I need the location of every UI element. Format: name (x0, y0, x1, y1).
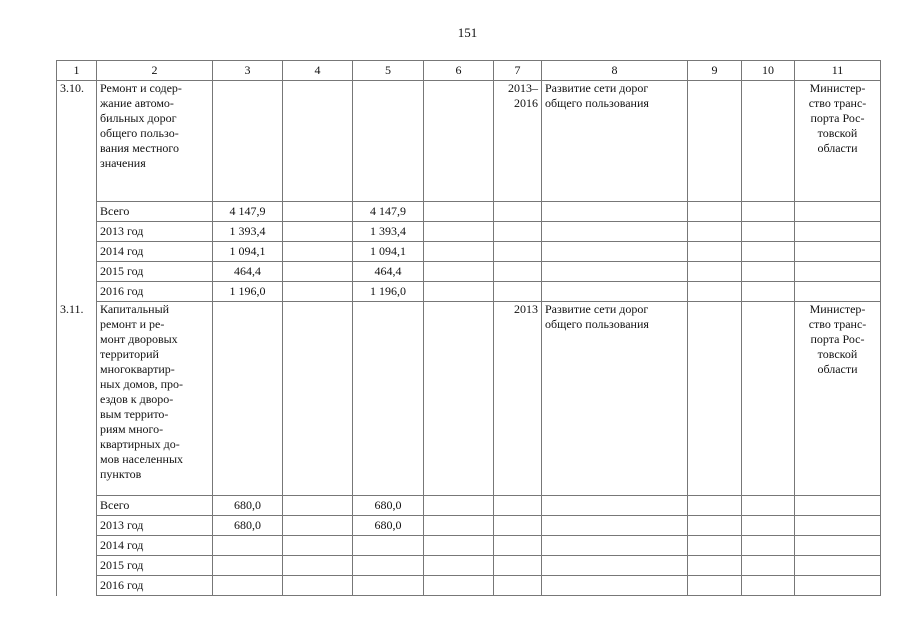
row-label: 2013 год (97, 516, 213, 536)
item-name: Капитальный ремонт и ре- монт дворовых территорий многоквартир- ных домов, про- ездов к дворо- вым террито- риям много- квартирных до- мов населенных пунктов (97, 302, 213, 496)
row-label: 2016 год (97, 282, 213, 302)
col-header: 10 (742, 61, 795, 81)
cell (742, 81, 795, 202)
item-executor: Министер- ство транс- порта Рос- товской области (795, 302, 881, 496)
value-cell: 1 393,4 (213, 222, 283, 242)
col-header: 3 (213, 61, 283, 81)
value-cell: 4 147,9 (353, 202, 424, 222)
row-label: 2015 год (97, 556, 213, 576)
table-row (57, 556, 881, 576)
value-cell: 1 094,1 (213, 242, 283, 262)
value-cell: 680,0 (353, 496, 424, 516)
row-label: Всего (97, 496, 213, 516)
table-row (57, 81, 881, 202)
cell (283, 302, 353, 496)
table-row (57, 262, 881, 282)
col-header: 4 (283, 61, 353, 81)
col-header: 6 (424, 61, 494, 81)
cell (283, 81, 353, 202)
value-cell: 680,0 (353, 516, 424, 536)
program-table (56, 60, 881, 596)
value-cell (353, 556, 424, 576)
table-row (57, 496, 881, 516)
row-label: Всего (97, 202, 213, 222)
cell (742, 302, 795, 496)
value-cell: 1 196,0 (353, 282, 424, 302)
row-label: 2016 год (97, 576, 213, 596)
item-indicator: Развитие сети дорог общего пользования (542, 81, 688, 202)
cell (688, 81, 742, 202)
row-label: 2013 год (97, 222, 213, 242)
cell (688, 302, 742, 496)
col-header: 7 (494, 61, 542, 81)
value-cell: 464,4 (353, 262, 424, 282)
table-row (57, 202, 881, 222)
item-name: Ремонт и содер- жание автомо- бильных дорог общего пользо- вания местного значения (97, 81, 213, 202)
col-header: 1 (57, 61, 97, 81)
cell (213, 302, 283, 496)
value-cell (353, 576, 424, 596)
table-row (57, 302, 881, 496)
row-label: 2014 год (97, 242, 213, 262)
value-cell: 680,0 (213, 516, 283, 536)
page-number: 151 (457, 25, 478, 40)
item-indicator: Развитие сети дорог общего пользования (542, 302, 688, 496)
value-cell (213, 576, 283, 596)
item-years: 2013– 2016 (494, 81, 542, 202)
value-cell: 1 196,0 (213, 282, 283, 302)
value-cell: 680,0 (213, 496, 283, 516)
col-header: 8 (542, 61, 688, 81)
value-cell (213, 536, 283, 556)
table-row (57, 242, 881, 262)
value-cell (213, 556, 283, 576)
cell (424, 302, 494, 496)
header-row (57, 61, 881, 81)
item-years: 2013 (494, 302, 542, 496)
table-row (57, 536, 881, 556)
value-cell (353, 536, 424, 556)
cell (353, 302, 424, 496)
item-number: 3.10. (57, 81, 97, 302)
row-label: 2014 год (97, 536, 213, 556)
row-label: 2015 год (97, 262, 213, 282)
value-cell: 1 393,4 (353, 222, 424, 242)
col-header: 2 (97, 61, 213, 81)
table-row (57, 282, 881, 302)
item-number: 3.11. (57, 302, 97, 596)
table-row (57, 222, 881, 242)
cell (213, 81, 283, 202)
cell (353, 81, 424, 202)
value-cell: 464,4 (213, 262, 283, 282)
item-executor: Министер- ство транс- порта Рос- товской области (795, 81, 881, 202)
col-header: 5 (353, 61, 424, 81)
table-row (57, 516, 881, 536)
value-cell: 4 147,9 (213, 202, 283, 222)
col-header: 9 (688, 61, 742, 81)
value-cell: 1 094,1 (353, 242, 424, 262)
table-row (57, 576, 881, 596)
cell (424, 81, 494, 202)
col-header: 11 (795, 61, 881, 81)
